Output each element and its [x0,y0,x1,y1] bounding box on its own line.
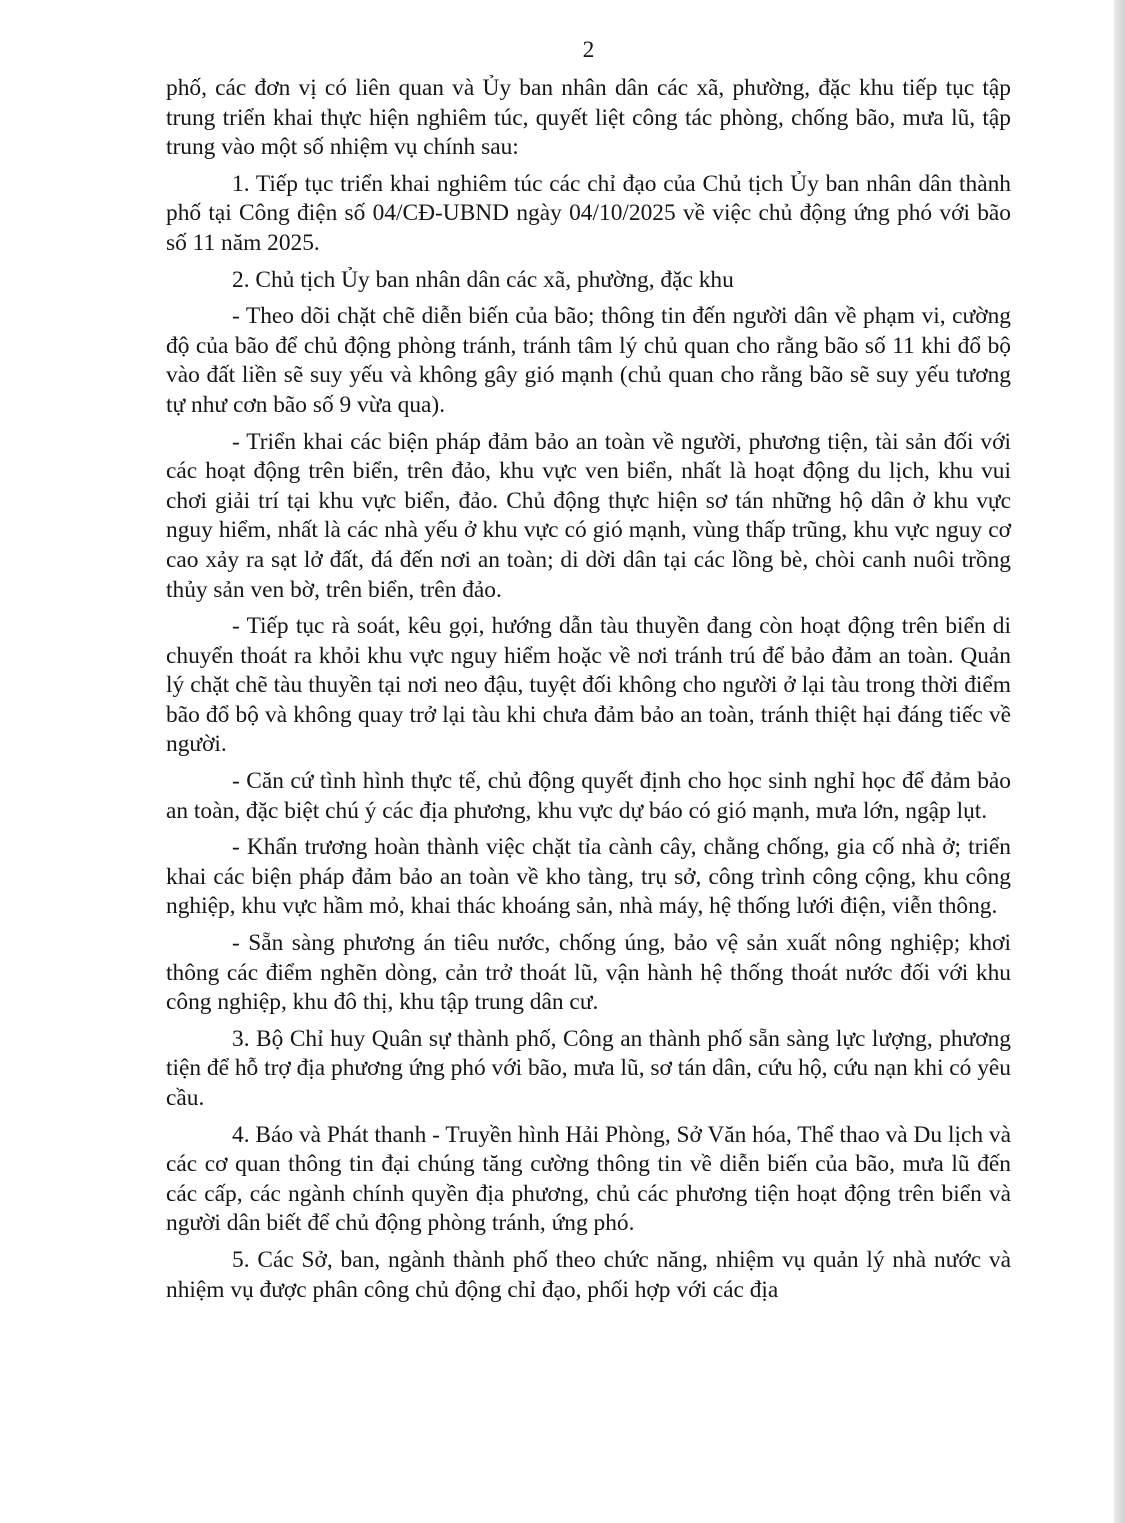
paragraph-item-1: 1. Tiếp tục triển khai nghiêm túc các chỉ đạo của Chủ tịch Ủy ban nhân dân thành phố tại Công điện số 04/CĐ-UBND ngày 04/10/2025 về việc chủ động ứng phó với bão số 11 năm 2025. [166,170,1011,256]
paragraph-item-2-bullet-vessels: - Tiếp tục rà soát, kêu gọi, hướng dẫn tàu thuyền đang còn hoạt động trên biển di chuyển thoát ra khỏi khu vực nguy hiểm hoặc về nơi tránh trú để bảo đảm an toàn. Quản lý chặt chẽ tàu thuyền tại nơi neo đậu, tuyệt đối không cho người ở lại tàu trong thời điểm bão đổ bộ và không quay trở lại tàu khi chưa đảm bảo an toàn, tránh thiệt hại đáng tiếc về người. [166,613,1011,758]
paragraph-item-2-bullet-trees: - Khẩn trương hoàn thành việc chặt tỉa cành cây, chằng chống, gia cố nhà ở; triển khai các biện pháp đảm bảo an toàn về kho tàng, trụ sở, công trình công cộng, khu công nghiệp, khu vực hầm mỏ, khai thác khoáng sản, nhà máy, hệ thống lưới điện, viễn thông. [166,834,1011,920]
paragraph-item-2-bullet-safety: - Triển khai các biện pháp đảm bảo an toàn về người, phương tiện, tài sản đối với các hoạt động trên biển, trên đảo, khu vực ven biển, nhất là hoạt động du lịch, khu vui chơi giải trí tại khu vực biển, đảo. Chủ động thực hiện sơ tán những hộ dân ở khu vực nguy hiểm, nhất là các nhà yếu ở khu vực có gió mạnh, vùng thấp trũng, khu vực nguy cơ cao xảy ra sạt lở đất, đá đến nơi an toàn; di dời dân tại các lồng bè, chòi canh nuôi trồng thủy sản ven bờ, trên biển, trên đảo. [166,428,1011,603]
page-edge-shadow [1114,0,1125,1523]
paragraph-item-2-bullet-schools: - Căn cứ tình hình thực tế, chủ động quyết định cho học sinh nghỉ học để đảm bảo an toàn, đặc biệt chú ý các địa phương, khu vực dự báo có gió mạnh, mưa lớn, ngập lụt. [166,768,1011,824]
page-number: 2 [582,37,595,63]
paragraph-item-2-bullet-monitor: - Theo dõi chặt chẽ diễn biến của bão; thông tin đến người dân về phạm vi, cường độ của bão để chủ động phòng tránh, tránh tâm lý chủ quan cho rằng bão số 11 khi đổ bộ vào đất liền sẽ suy yếu và không gây gió mạnh (chủ quan cho rằng bão sẽ suy yếu tương tự như cơn bão số 9 vừa qua). [166,303,1011,418]
paragraph-item-4: 4. Báo và Phát thanh - Truyền hình Hải Phòng, Sở Văn hóa, Thể thao và Du lịch và các cơ quan thông tin đại chúng tăng cường thông tin về diễn biến của bão, mưa lũ đến các cấp, các ngành chính quyền địa phương, chủ các phương tiện hoạt động trên biển và người dân biết để chủ động phòng tránh, ứng phó. [166,1121,1011,1237]
paragraph-item-2-bullet-drainage: - Sẵn sàng phương án tiêu nước, chống úng, bảo vệ sản xuất nông nghiệp; khơi thông các điểm nghẽn dòng, cản trở thoát lũ, vận hành hệ thống thoát nước đối với khu công nghiệp, khu đô thị, khu tập trung dân cư. [166,930,1011,1016]
paragraph-item-2-heading: 2. Chủ tịch Ủy ban nhân dân các xã, phường, đặc khu [232,266,734,293]
paragraph-item-5: 5. Các Sở, ban, ngành thành phố theo chức năng, nhiệm vụ quản lý nhà nước và nhiệm vụ được phân công chủ động chỉ đạo, phối hợp với các địa [166,1246,1011,1303]
document-body [166,34,1011,1312]
paragraph-intro-continuation: phố, các đơn vị có liên quan và Ủy ban nhân dân các xã, phường, đặc khu tiếp tục tập trung triển khai thực hiện nghiêm túc, quyết liệt công tác phòng, chống bão, mưa lũ, tập trung vào một số nhiệm vụ chính sau: [166,75,1011,161]
paragraph-item-3: 3. Bộ Chỉ huy Quân sự thành phố, Công an thành phố sẵn sàng lực lượng, phương tiện để hỗ trợ địa phương ứng phó với bão, mưa lũ, sơ tán dân, cứu hộ, cứu nạn khi có yêu cầu. [166,1025,1011,1111]
